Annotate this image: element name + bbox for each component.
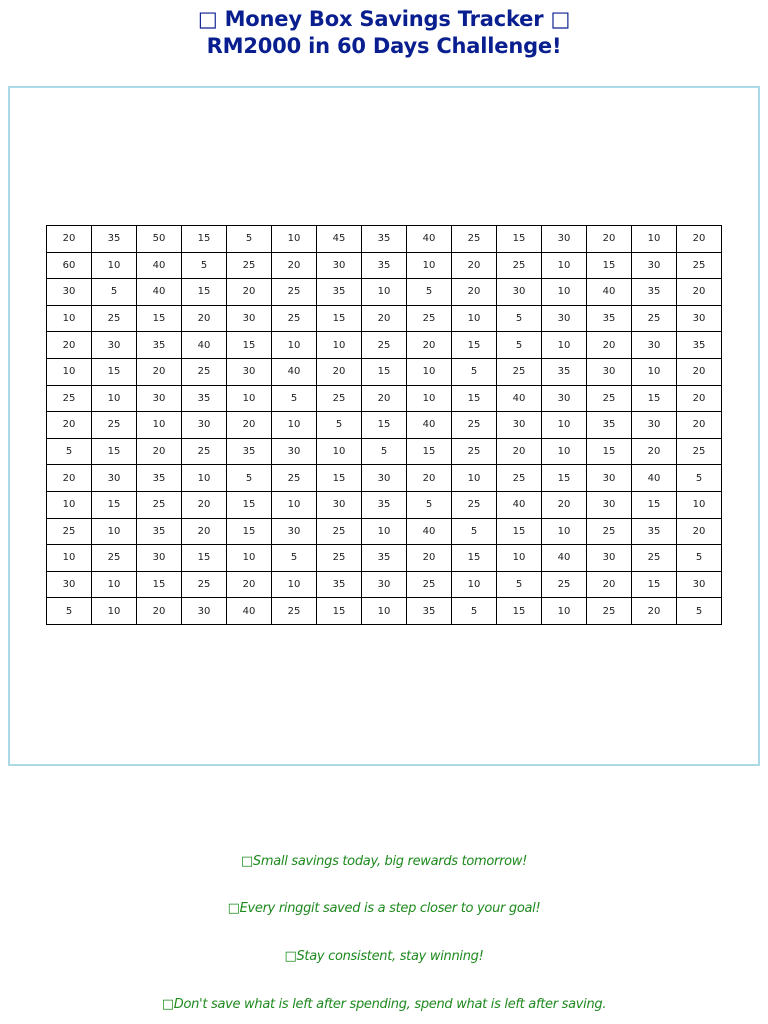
tracker-cell: 25 [452, 226, 497, 253]
tracker-cell: 25 [407, 571, 452, 598]
tracker-cell: 20 [407, 332, 452, 359]
tracker-cell: 40 [137, 252, 182, 279]
page-title: □ Money Box Savings Tracker □ [197, 7, 571, 31]
tracker-cell: 10 [92, 252, 137, 279]
tracker-cell: 5 [677, 465, 722, 492]
tracker-cell: 5 [407, 491, 452, 518]
tracker-cell: 10 [47, 305, 92, 332]
tracker-row [47, 332, 722, 359]
tracker-cell: 25 [407, 305, 452, 332]
tracker-cell: 35 [362, 252, 407, 279]
tracker-cell: 40 [182, 332, 227, 359]
tracker-cell: 10 [362, 279, 407, 306]
tracker-cell: 30 [587, 358, 632, 385]
tracker-cell: 20 [407, 545, 452, 572]
tracker-cell: 15 [407, 438, 452, 465]
tracker-cell: 20 [47, 465, 92, 492]
tracker-cell: 30 [632, 332, 677, 359]
tracker-cell: 30 [272, 518, 317, 545]
tracker-cell: 15 [587, 438, 632, 465]
tracker-cell: 25 [272, 305, 317, 332]
tracker-cell: 35 [317, 279, 362, 306]
tracker-cell: 15 [317, 305, 362, 332]
tracker-cell: 25 [542, 571, 587, 598]
tracker-cell: 25 [632, 545, 677, 572]
tracker-cell: 10 [272, 571, 317, 598]
tracker-cell: 30 [137, 545, 182, 572]
tracker-cell: 60 [47, 252, 92, 279]
tracker-cell: 10 [47, 491, 92, 518]
tracker-cell: 15 [182, 279, 227, 306]
tracker-cell: 25 [272, 279, 317, 306]
tracker-cell: 10 [542, 412, 587, 439]
tracker-cell: 5 [677, 598, 722, 625]
tracker-cell: 30 [677, 305, 722, 332]
tracker-cell: 10 [452, 305, 497, 332]
tracker-cell: 10 [542, 598, 587, 625]
tracker-cell: 35 [182, 385, 227, 412]
tracker-cell: 20 [47, 332, 92, 359]
tracker-cell: 40 [227, 598, 272, 625]
tracker-cell: 25 [497, 252, 542, 279]
page-subtitle: RM2000 in 60 Days Challenge! [206, 34, 562, 58]
tracker-cell: 25 [92, 545, 137, 572]
tracker-cell: 10 [92, 518, 137, 545]
tracker-cell: 35 [587, 412, 632, 439]
tracker-cell: 35 [632, 518, 677, 545]
tracker-cell: 20 [632, 598, 677, 625]
tracker-cell: 40 [272, 358, 317, 385]
tracker-cell: 10 [92, 598, 137, 625]
tracker-cell: 35 [317, 571, 362, 598]
tracker-cell: 10 [227, 545, 272, 572]
tracker-cell: 25 [272, 598, 317, 625]
tracker-cell: 20 [452, 252, 497, 279]
tracker-cell: 5 [182, 252, 227, 279]
tracker-cell: 30 [362, 571, 407, 598]
tracker-cell: 25 [182, 438, 227, 465]
tracker-cell: 20 [227, 279, 272, 306]
tracker-cell: 40 [407, 226, 452, 253]
tracker-cell: 15 [452, 545, 497, 572]
tracker-cell: 20 [587, 226, 632, 253]
tracker-cell: 50 [137, 226, 182, 253]
tracker-cell: 10 [452, 571, 497, 598]
tracker-cell: 20 [272, 252, 317, 279]
tracker-cell: 30 [362, 465, 407, 492]
tracker-cell: 10 [47, 545, 92, 572]
motivational-quote-1: □Small savings today, big rewards tomorrow! [240, 854, 528, 869]
tracker-cell: 25 [272, 465, 317, 492]
tracker-cell: 20 [587, 332, 632, 359]
tracker-cell: 30 [587, 465, 632, 492]
tracker-cell: 15 [92, 438, 137, 465]
tracker-cell: 5 [47, 438, 92, 465]
tracker-row [47, 571, 722, 598]
tracker-cell: 35 [587, 305, 632, 332]
tracker-cell: 30 [317, 252, 362, 279]
tracker-cell: 10 [182, 465, 227, 492]
tracker-cell: 10 [407, 252, 452, 279]
tracker-cell: 5 [272, 545, 317, 572]
tracker-cell: 15 [362, 358, 407, 385]
tracker-cell: 30 [92, 465, 137, 492]
tracker-cell: 35 [677, 332, 722, 359]
tracker-row [47, 438, 722, 465]
tracker-row [47, 518, 722, 545]
tracker-cell: 20 [182, 491, 227, 518]
tracker-cell: 20 [137, 598, 182, 625]
tracker-cell: 20 [407, 465, 452, 492]
tracker-cell: 15 [182, 226, 227, 253]
tracker-cell: 20 [632, 438, 677, 465]
tracker-cell: 35 [92, 226, 137, 253]
tracker-cell: 20 [182, 305, 227, 332]
tracker-cell: 10 [362, 598, 407, 625]
tracker-cell: 15 [137, 305, 182, 332]
tracker-cell: 10 [272, 491, 317, 518]
tracker-cell: 30 [137, 385, 182, 412]
tracker-cell: 25 [317, 518, 362, 545]
tracker-row [47, 545, 722, 572]
tracker-cell: 30 [317, 491, 362, 518]
tracker-row [47, 491, 722, 518]
tracker-cell: 15 [497, 598, 542, 625]
tracker-cell: 5 [497, 332, 542, 359]
tracker-row [47, 279, 722, 306]
tracker-cell: 5 [497, 571, 542, 598]
tracker-cell: 40 [137, 279, 182, 306]
tracker-cell: 5 [272, 385, 317, 412]
tracker-cell: 40 [407, 518, 452, 545]
tracker-cell: 25 [677, 252, 722, 279]
tracker-cell: 15 [92, 358, 137, 385]
tracker-cell: 35 [137, 518, 182, 545]
tracker-cell: 45 [317, 226, 362, 253]
tracker-cell: 15 [227, 491, 272, 518]
tracker-cell: 25 [587, 385, 632, 412]
tracker-cell: 35 [362, 545, 407, 572]
tracker-cell: 30 [587, 545, 632, 572]
tracker-row [47, 305, 722, 332]
tracker-cell: 20 [587, 571, 632, 598]
tracker-cell: 30 [632, 412, 677, 439]
tracker-cell: 30 [47, 571, 92, 598]
tracker-cell: 10 [542, 252, 587, 279]
tracker-cell: 15 [587, 252, 632, 279]
tracker-cell: 15 [317, 465, 362, 492]
tracker-cell: 25 [452, 491, 497, 518]
tracker-cell: 35 [137, 332, 182, 359]
tracker-cell: 10 [272, 412, 317, 439]
tracker-cell: 10 [497, 545, 542, 572]
tracker-cell: 20 [497, 438, 542, 465]
tracker-cell: 30 [497, 279, 542, 306]
tracker-cell: 25 [47, 518, 92, 545]
tracker-cell: 20 [677, 279, 722, 306]
tracker-cell: 25 [497, 358, 542, 385]
tracker-cell: 10 [452, 465, 497, 492]
tracker-cell: 20 [362, 305, 407, 332]
tracker-cell: 30 [47, 279, 92, 306]
tracker-cell: 5 [452, 598, 497, 625]
savings-tracker-table [46, 225, 722, 625]
tracker-cell: 10 [317, 438, 362, 465]
tracker-cell: 10 [92, 571, 137, 598]
tracker-cell: 15 [92, 491, 137, 518]
tracker-cell: 20 [677, 358, 722, 385]
tracker-cell: 15 [227, 332, 272, 359]
tracker-cell: 30 [497, 412, 542, 439]
tracker-cell: 30 [272, 438, 317, 465]
tracker-cell: 30 [542, 385, 587, 412]
tracker-cell: 15 [452, 385, 497, 412]
tracker-cell: 40 [497, 491, 542, 518]
tracker-cell: 5 [92, 279, 137, 306]
tracker-cell: 20 [677, 385, 722, 412]
tracker-cell: 10 [632, 358, 677, 385]
tracker-cell: 20 [182, 518, 227, 545]
tracker-row [47, 385, 722, 412]
tracker-cell: 35 [137, 465, 182, 492]
tracker-cell: 20 [137, 438, 182, 465]
tracker-row [47, 412, 722, 439]
tracker-cell: 20 [227, 571, 272, 598]
tracker-row [47, 465, 722, 492]
tracker-cell: 25 [587, 518, 632, 545]
tracker-cell: 15 [632, 385, 677, 412]
tracker-row [47, 226, 722, 253]
tracker-cell: 10 [317, 332, 362, 359]
tracker-cell: 15 [632, 491, 677, 518]
tracker-cell: 10 [542, 438, 587, 465]
tracker-cell: 15 [317, 598, 362, 625]
tracker-cell: 20 [317, 358, 362, 385]
tracker-cell: 25 [317, 545, 362, 572]
tracker-cell: 25 [362, 332, 407, 359]
tracker-cell: 30 [182, 598, 227, 625]
tracker-cell: 20 [137, 358, 182, 385]
tracker-cell: 10 [407, 358, 452, 385]
tracker-cell: 15 [497, 518, 542, 545]
tracker-cell: 20 [452, 279, 497, 306]
tracker-cell: 25 [227, 252, 272, 279]
tracker-cell: 35 [362, 226, 407, 253]
tracker-cell: 40 [407, 412, 452, 439]
tracker-cell: 5 [362, 438, 407, 465]
tracker-cell: 10 [362, 518, 407, 545]
tracker-cell: 20 [677, 518, 722, 545]
tracker-cell: 15 [227, 518, 272, 545]
tracker-cell: 10 [92, 385, 137, 412]
tracker-cell: 20 [362, 385, 407, 412]
tracker-cell: 10 [137, 412, 182, 439]
tracker-cell: 20 [677, 412, 722, 439]
tracker-cell: 25 [317, 385, 362, 412]
tracker-cell: 10 [632, 226, 677, 253]
tracker-cell: 5 [452, 358, 497, 385]
tracker-cell: 25 [182, 358, 227, 385]
tracker-cell: 35 [542, 358, 587, 385]
motivational-quote-4: □Don't save what is left after spending, spend what is left after saving. [161, 997, 607, 1012]
tracker-cell: 40 [542, 545, 587, 572]
tracker-cell: 25 [497, 465, 542, 492]
tracker-cell: 5 [317, 412, 362, 439]
tracker-cell: 20 [47, 226, 92, 253]
tracker-cell: 15 [542, 465, 587, 492]
tracker-cell: 10 [407, 385, 452, 412]
tracker-cell: 20 [542, 491, 587, 518]
tracker-cell: 30 [92, 332, 137, 359]
tracker-cell: 15 [362, 412, 407, 439]
tracker-cell: 5 [677, 545, 722, 572]
tracker-cell: 10 [542, 332, 587, 359]
tracker-cell: 25 [587, 598, 632, 625]
tracker-row [47, 252, 722, 279]
tracker-cell: 10 [542, 518, 587, 545]
tracker-cell: 10 [47, 358, 92, 385]
tracker-cell: 30 [677, 571, 722, 598]
tracker-cell: 25 [92, 412, 137, 439]
tracker-cell: 15 [497, 226, 542, 253]
tracker-cell: 25 [137, 491, 182, 518]
tracker-cell: 10 [272, 226, 317, 253]
tracker-cell: 5 [227, 226, 272, 253]
tracker-row [47, 598, 722, 625]
tracker-cell: 35 [632, 279, 677, 306]
tracker-cell: 5 [227, 465, 272, 492]
tracker-cell: 5 [452, 518, 497, 545]
tracker-cell: 30 [227, 358, 272, 385]
tracker-cell: 10 [227, 385, 272, 412]
tracker-cell: 5 [497, 305, 542, 332]
tracker-cell: 15 [137, 571, 182, 598]
tracker-cell: 30 [227, 305, 272, 332]
tracker-cell: 35 [362, 491, 407, 518]
tracker-cell: 40 [497, 385, 542, 412]
tracker-cell: 10 [677, 491, 722, 518]
tracker-cell: 20 [227, 412, 272, 439]
tracker-cell: 25 [677, 438, 722, 465]
tracker-cell: 15 [452, 332, 497, 359]
tracker-cell: 30 [632, 252, 677, 279]
tracker-cell: 15 [632, 571, 677, 598]
tracker-cell: 40 [587, 279, 632, 306]
tracker-cell: 30 [542, 305, 587, 332]
tracker-cell: 25 [632, 305, 677, 332]
tracker-cell: 40 [632, 465, 677, 492]
tracker-cell: 25 [182, 571, 227, 598]
tracker-cell: 35 [407, 598, 452, 625]
tracker-cell: 10 [272, 332, 317, 359]
motivational-quote-3: □Stay consistent, stay winning! [284, 949, 484, 964]
tracker-cell: 5 [47, 598, 92, 625]
tracker-row [47, 358, 722, 385]
tracker-cell: 30 [182, 412, 227, 439]
tracker-cell: 25 [92, 305, 137, 332]
tracker-cell: 30 [542, 226, 587, 253]
tracker-cell: 5 [407, 279, 452, 306]
tracker-cell: 15 [182, 545, 227, 572]
tracker-cell: 25 [452, 412, 497, 439]
tracker-cell: 10 [542, 279, 587, 306]
motivational-quote-2: □Every ringgit saved is a step closer to your goal! [227, 901, 541, 916]
tracker-cell: 25 [452, 438, 497, 465]
tracker-cell: 20 [47, 412, 92, 439]
tracker-cell: 30 [587, 491, 632, 518]
tracker-cell: 35 [227, 438, 272, 465]
tracker-cell: 20 [677, 226, 722, 253]
tracker-cell: 25 [47, 385, 92, 412]
